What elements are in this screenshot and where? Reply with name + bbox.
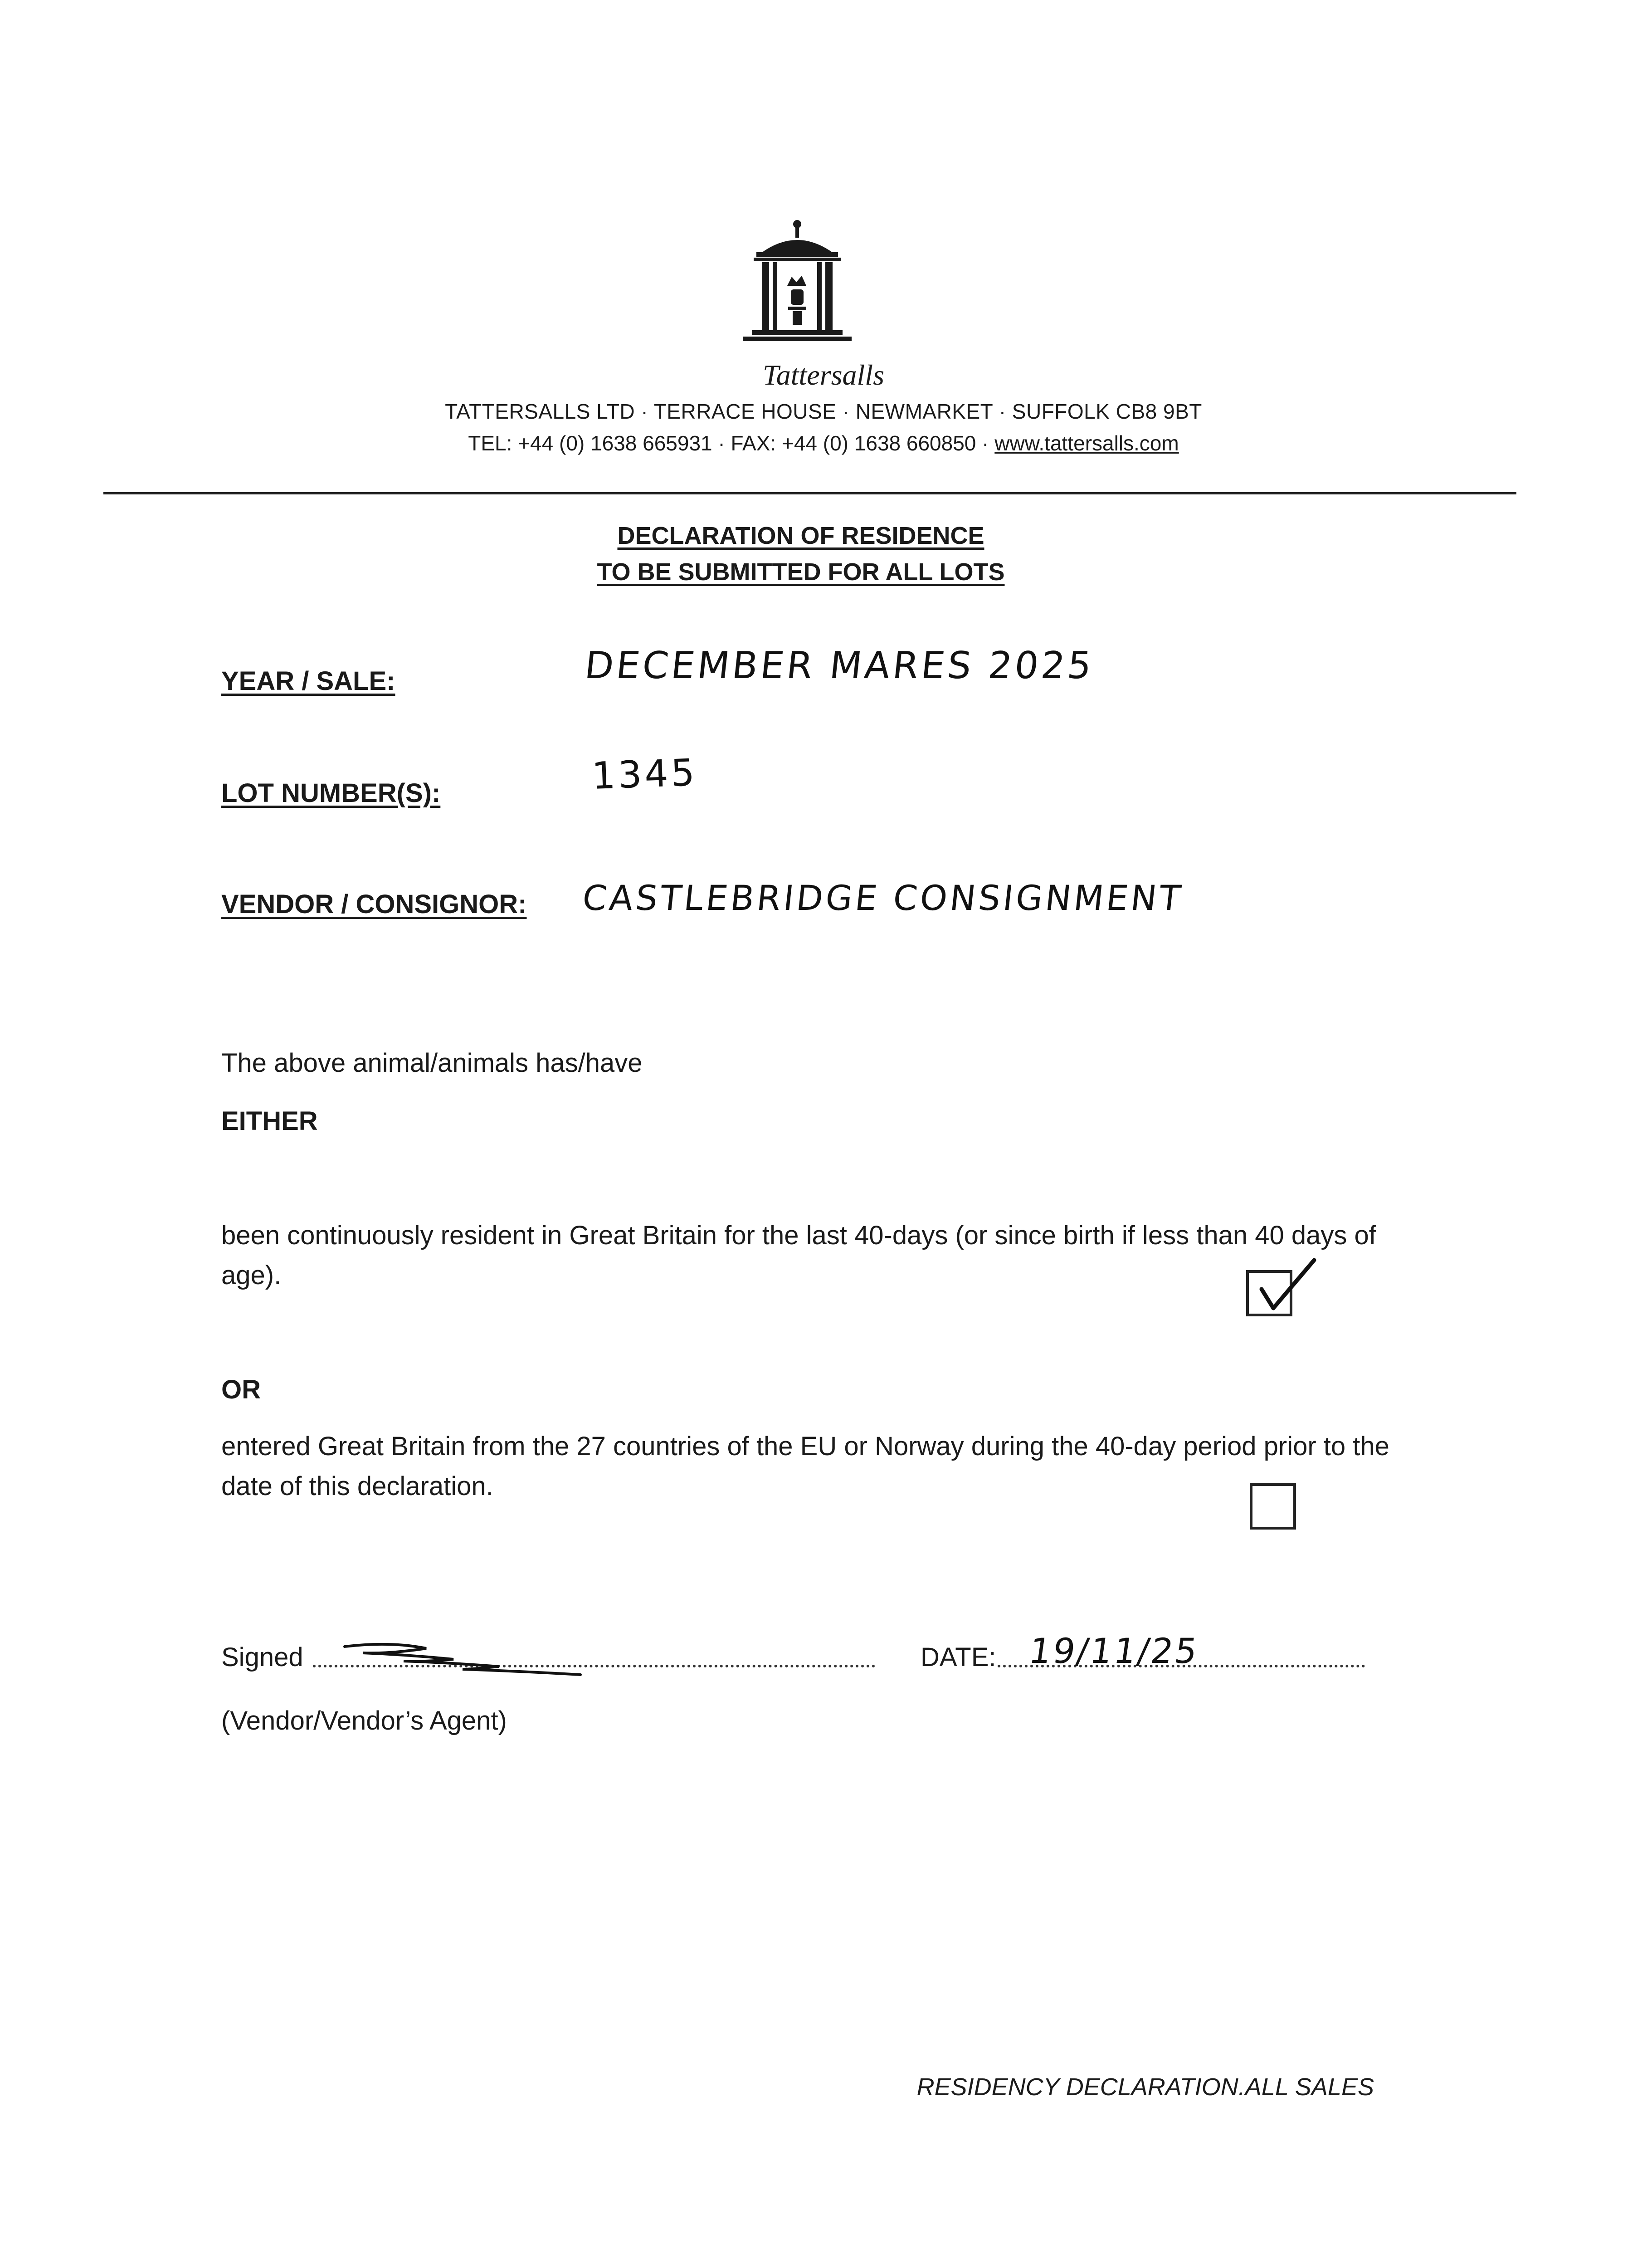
brand-name: Tattersalls [763, 359, 884, 391]
either-heading: EITHER [221, 1106, 318, 1136]
phone-fax: TEL: +44 (0) 1638 665931 · FAX: +44 (0) 1638 660850 · [468, 431, 995, 455]
header-divider [103, 492, 1516, 494]
contact-line [279, 431, 1368, 455]
document-title: DECLARATION OF RESIDENCE [617, 522, 984, 549]
option-entered-checkbox[interactable] [1250, 1483, 1296, 1530]
date-value[interactable]: 19/11/25 [1026, 1631, 1202, 1671]
signed-label: Signed [221, 1642, 303, 1672]
lot-numbers-value[interactable]: 1345 [591, 751, 698, 798]
intro-text: The above animal/animals has/have [221, 1048, 643, 1078]
tattersalls-logo [734, 218, 861, 363]
date-label: DATE: [921, 1642, 996, 1672]
or-heading: OR [221, 1375, 261, 1404]
lot-numbers-label: LOT NUMBER(S): [221, 778, 441, 808]
option-resident-text: been continuously resident in Great Britain for the last 40-days (or since birth if less than 40 days of age). [221, 1221, 1376, 1290]
vendor-agent-label: (Vendor/Vendor’s Agent) [221, 1706, 507, 1735]
option-resident-checkbox[interactable] [1246, 1270, 1292, 1316]
year-sale-value[interactable]: DECEMBER MARES 2025 [583, 644, 1096, 687]
website-link[interactable]: www.tattersalls.com [994, 431, 1179, 455]
company-address: TATTERSALLS LTD · TERRACE HOUSE · NEWMARKET · SUFFOLK CB8 9BT [445, 400, 1202, 423]
option-entered-text: entered Great Britain from the 27 countries of the EU or Norway during the 40-day period prior to the date of this declaration. [221, 1432, 1389, 1501]
footer-text: RESIDENCY DECLARATION.ALL SALES [916, 2073, 1374, 2101]
signature-image[interactable] [336, 1633, 590, 1683]
document-subtitle: TO BE SUBMITTED FOR ALL LOTS [597, 558, 1005, 586]
vendor-consignor-value[interactable]: CASTLEBRIDGE CONSIGNMENT [580, 878, 1185, 918]
vendor-consignor-label: VENDOR / CONSIGNOR: [221, 890, 527, 919]
year-sale-label: YEAR / SALE: [221, 666, 395, 696]
